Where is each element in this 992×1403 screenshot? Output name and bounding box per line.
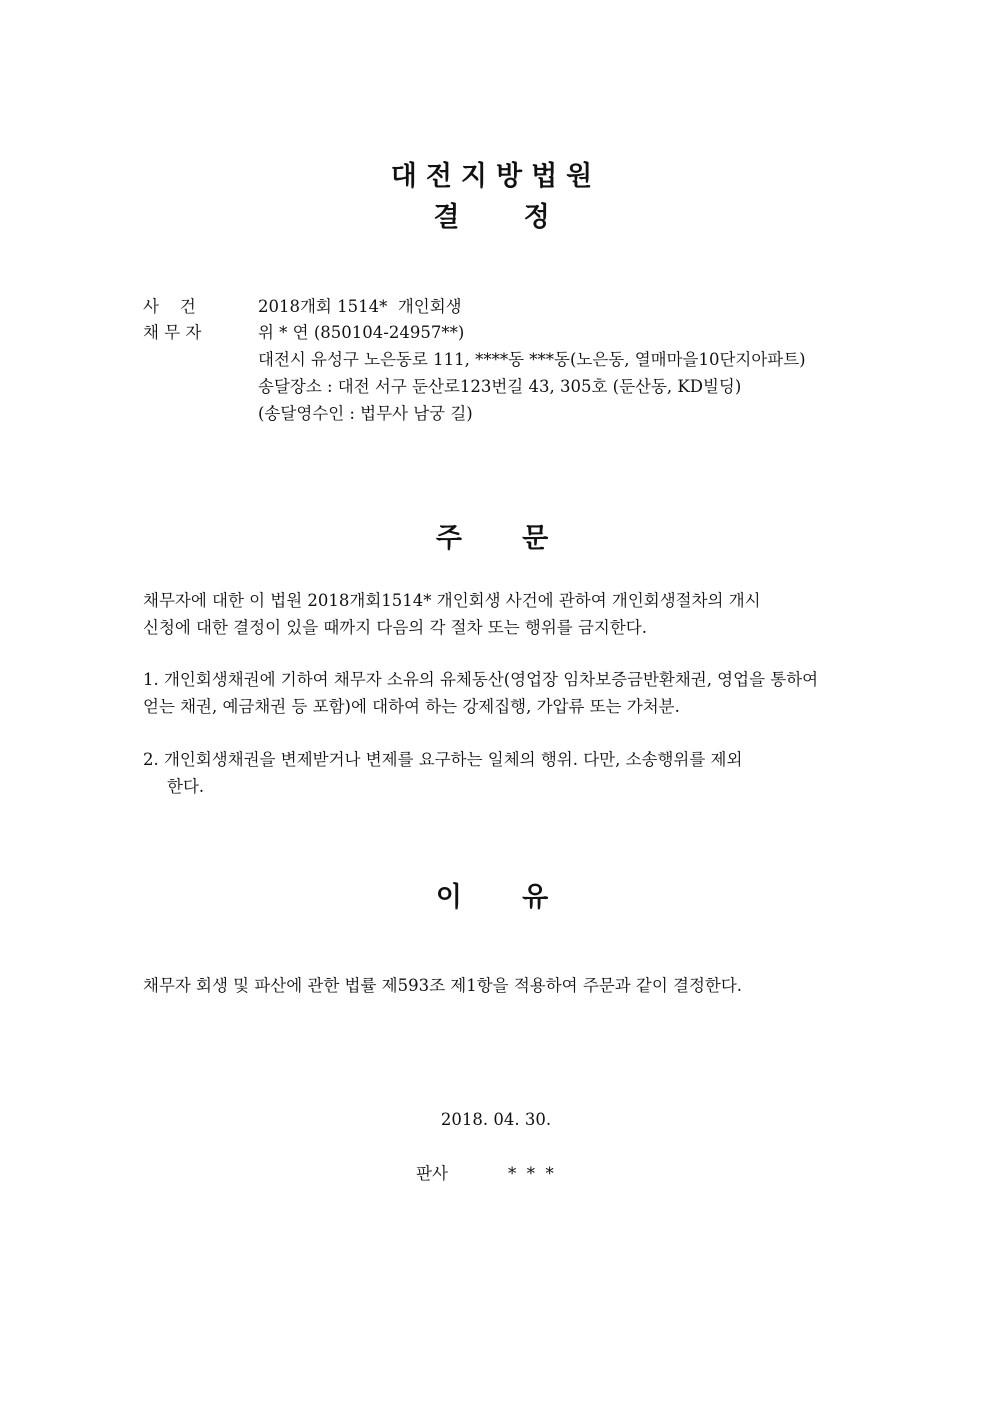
order-item-1-continued: 얻는 채권, 예금채권 등 포함)에 대하여 하는 강제집행, 가압류 또는 가처분. (143, 697, 680, 716)
order-item-1: 1. 개인회생채권에 기하여 채무자 소유의 유체동산(영업장 임차보증금반환채권, 영업을 통하여 (143, 670, 819, 689)
reason-heading: 이 유 (435, 882, 557, 913)
case-number: 2018개회 1514* 개인회생 (258, 297, 462, 316)
order-heading: 주 문 (435, 523, 557, 554)
document-title: 결 정 (433, 202, 559, 233)
debtor-name: 위 * 연 (850104-24957**) (258, 323, 465, 342)
court-name: 대전지방법원 (390, 161, 602, 192)
delivery-place: 송달장소 : 대전 서구 둔산로123번길 43, 305호 (둔산동, KD빌딩) (258, 377, 742, 396)
delivery-recipient: (송달영수인 : 법무사 남궁 길) (258, 404, 473, 423)
order-intro-line: 채무자에 대한 이 법원 2018개회1514* 개인회생 사건에 관하여 개인회생절차의 개시 (143, 591, 761, 610)
debtor-label: 채 무 자 (143, 323, 202, 342)
decision-date: 2018. 04. 30. (440, 1110, 552, 1129)
judge-label: 판사 (416, 1164, 448, 1183)
order-item-2-continued: 한다. (167, 777, 205, 796)
case-label: 사 건 (143, 297, 196, 316)
debtor-address: 대전시 유성구 노은동로 111, ****동 ***동(노은동, 열매마을10단지아파트) (258, 350, 806, 369)
judge-name: * * * (508, 1164, 554, 1183)
order-intro-line: 신청에 대한 결정이 있을 때까지 다음의 각 절차 또는 행위를 금지한다. (143, 618, 647, 637)
order-item-2: 2. 개인회생채권을 변제받거나 변제를 요구하는 일체의 행위. 다만, 소송행위를 제외 (143, 750, 743, 769)
reason-text: 채무자 회생 및 파산에 관한 법률 제593조 제1항을 적용하여 주문과 같이 결정한다. (143, 976, 743, 995)
